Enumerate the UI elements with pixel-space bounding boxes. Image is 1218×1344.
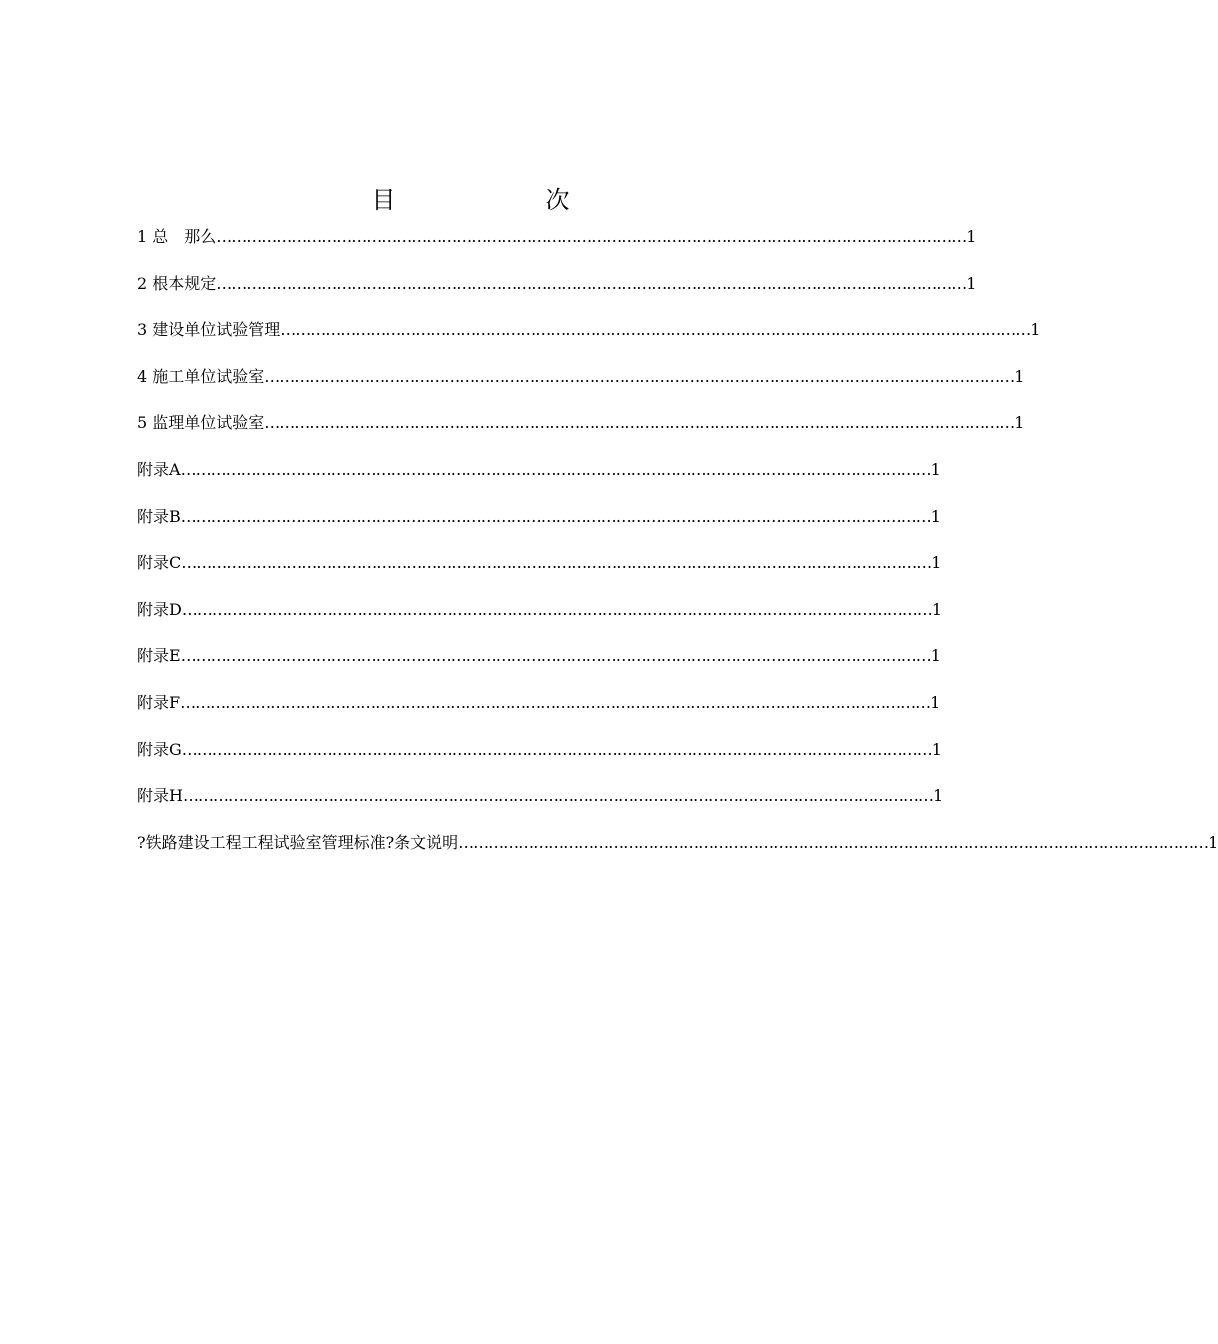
toc-entry[interactable]: [137, 781, 944, 828]
toc-entry[interactable]: [137, 315, 1041, 362]
toc-leader-dots: ……………………………………………………………………………………………………………………………………: [180, 692, 931, 712]
toc-entry-page: 1: [1014, 366, 1025, 386]
toc-leader-dots: ……………………………………………………………………………………………………………………………………: [216, 227, 967, 246]
toc-entry-label: 附录A: [137, 459, 181, 479]
toc-entry-page: 1: [930, 646, 941, 666]
toc-entry[interactable]: [137, 688, 941, 735]
toc-entry[interactable]: [137, 222, 977, 269]
toc-entry[interactable]: [137, 548, 942, 595]
toc-leader-dots: ……………………………………………………………………………………………………………………………………: [180, 459, 931, 479]
toc-entry[interactable]: [137, 828, 1218, 875]
toc-entry[interactable]: [137, 269, 977, 316]
toc-entry[interactable]: [137, 408, 1025, 455]
toc-entry-label: 附录D: [137, 599, 182, 619]
toc-entry-label: 附录G: [137, 739, 182, 759]
toc-entry[interactable]: [137, 735, 942, 782]
toc-entry-page: 1: [931, 739, 942, 759]
toc-entry-label: 5 监理单位试验室: [137, 413, 265, 433]
toc-list: [137, 222, 1218, 874]
toc-leader-dots: ……………………………………………………………………………………………………………………………………: [180, 646, 931, 666]
toc-entry-page: 1: [930, 459, 941, 479]
toc-entry-page: 1: [1014, 413, 1025, 433]
toc-entry-label: 附录F: [137, 692, 181, 712]
toc-title: 目 次: [371, 186, 604, 214]
toc-entry-label: 附录C: [137, 553, 182, 573]
toc-leader-dots: ……………………………………………………………………………………………………………………………………: [181, 599, 932, 619]
toc-entry-page: 1: [966, 227, 977, 246]
toc-entry[interactable]: [137, 455, 941, 502]
toc-entry-page: 1: [930, 506, 941, 526]
toc-entry[interactable]: [137, 362, 1025, 409]
toc-entry-page: 1: [966, 273, 977, 293]
toc-leader-dots: ……………………………………………………………………………………………………………………………………: [180, 506, 931, 526]
toc-leader-dots: ……………………………………………………………………………………………………………………………………: [280, 320, 1031, 340]
toc-entry[interactable]: [137, 502, 941, 549]
toc-leader-dots: ……………………………………………………………………………………………………………………………………: [182, 786, 933, 806]
toc-entry-page: 1: [930, 692, 941, 712]
toc-entry-page: 1: [1030, 320, 1041, 340]
toc-entry-label: ?铁路建设工程工程试验室管理标准?条文说明: [137, 832, 459, 852]
toc-entry-page: 1: [931, 553, 942, 573]
toc-leader-dots: ……………………………………………………………………………………………………………………………………: [181, 739, 932, 759]
toc-entry-label: 1 总 那么: [137, 227, 217, 246]
toc-entry-page: 1: [931, 599, 943, 619]
toc-entry-page: 1: [1208, 832, 1218, 852]
toc-leader-dots: ……………………………………………………………………………………………………………………………………: [458, 832, 1209, 852]
toc-leader-dots: ……………………………………………………………………………………………………………………………………: [216, 273, 967, 293]
toc-entry-label: 4 施工单位试验室: [137, 366, 265, 386]
toc-entry-label: 2 根本规定: [137, 273, 217, 293]
toc-leader-dots: ……………………………………………………………………………………………………………………………………: [181, 553, 932, 573]
toc-leader-dots: ……………………………………………………………………………………………………………………………………: [264, 413, 1015, 433]
toc-entry[interactable]: [137, 641, 941, 688]
toc-entry[interactable]: [137, 595, 943, 642]
toc-leader-dots: ……………………………………………………………………………………………………………………………………: [264, 366, 1015, 386]
toc-entry-label: 附录B: [137, 506, 181, 526]
toc-entry-label: 附录E: [137, 646, 181, 666]
toc-entry-page: 1: [932, 786, 944, 806]
toc-entry-label: 3 建设单位试验管理: [137, 320, 281, 340]
toc-entry-label: 附录H: [137, 786, 183, 806]
